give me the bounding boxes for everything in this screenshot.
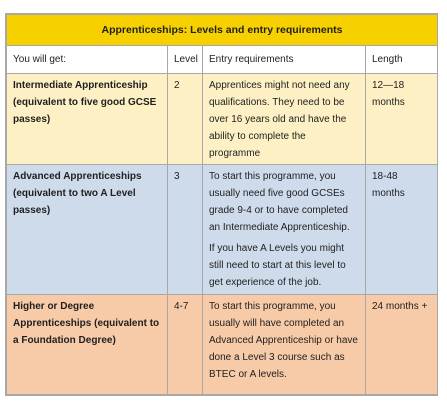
- apprenticeship-length: 18-48 months: [366, 165, 438, 295]
- table-row-advanced: [7, 165, 438, 295]
- apprenticeship-level: 4-7: [168, 295, 203, 395]
- apprenticeship-name: Intermediate Apprenticeship (equivalent to five good GCSE passes): [7, 74, 168, 165]
- apprenticeship-level: 2: [168, 74, 203, 165]
- apprenticeship-name: Higher or Degree Apprenticeships (equivalent to a Foundation Degree): [7, 295, 168, 395]
- apprenticeship-levels-table: [6, 14, 438, 395]
- header-you-will-get: You will get:: [7, 46, 168, 74]
- table-row-higher: [7, 295, 438, 395]
- apprenticeship-name: Advanced Apprenticeships (equivalent to two A Level passes): [7, 165, 168, 295]
- apprenticeship-length: 12—18 months: [366, 74, 438, 165]
- apprenticeship-level: 3: [168, 165, 203, 295]
- header-length: Length: [366, 46, 438, 74]
- entry-requirements-text: To start this programme, you usually need five good GCSEs grade 9-4 or to have completed an Intermediate Apprenticeship.: [209, 171, 350, 233]
- table-row-intermediate: [7, 74, 438, 165]
- entry-requirements-text: To start this programme, you usually will have completed an Advanced Apprenticeship or have done a Level 3 course such as BTEC or A levels.: [209, 301, 358, 380]
- entry-requirements: [203, 74, 366, 165]
- apprenticeship-length: 24 months +: [366, 295, 438, 395]
- header-level: Level: [168, 46, 203, 74]
- table-title: Apprenticeships: Levels and entry requirements: [7, 15, 438, 46]
- entry-requirements-note: If you have A Levels you might still need to start at this level to get experience of the job.: [209, 243, 346, 288]
- table-title-row: [7, 15, 438, 46]
- apprenticeship-table-frame: [5, 13, 438, 396]
- entry-requirements-text: Apprentices might not need any qualifications. They need to be over 16 years old and have the ability to complete the programme: [209, 80, 350, 159]
- table-header-row: [7, 46, 438, 74]
- header-entry-requirements: Entry requirements: [203, 46, 366, 74]
- entry-requirements: [203, 165, 366, 295]
- entry-requirements: [203, 295, 366, 395]
